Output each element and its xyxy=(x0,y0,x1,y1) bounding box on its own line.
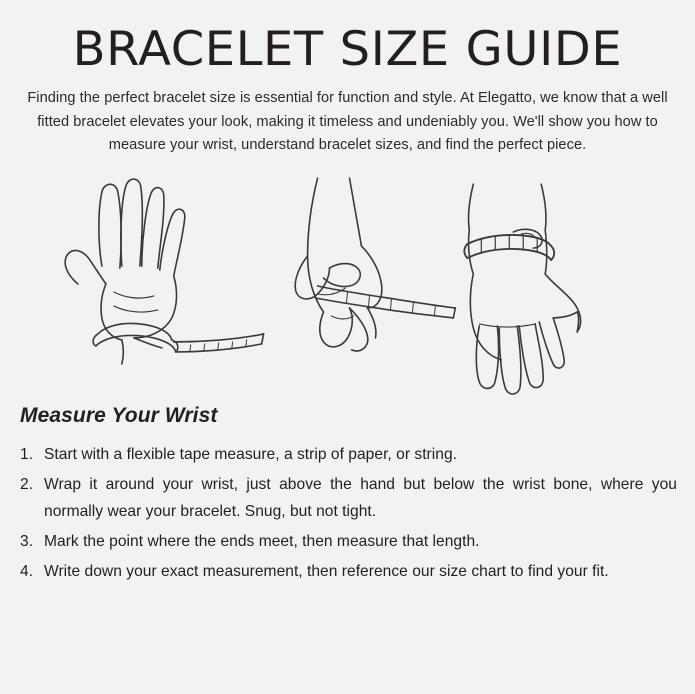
step-text: Mark the point where the ends meet, then measure that length. xyxy=(44,532,480,550)
illustration-container xyxy=(18,166,677,398)
step-text: Write down your exact measurement, then reference our size chart to find your fit. xyxy=(44,562,609,580)
step-number: 1. xyxy=(20,445,34,463)
list-item xyxy=(18,559,677,586)
list-item xyxy=(18,529,677,556)
step-text: Start with a flexible tape measure, a strip of paper, or string. xyxy=(44,445,457,463)
measure-steps-list xyxy=(18,442,677,586)
intro-paragraph: Finding the perfect bracelet size is essential for function and style. At Elegatto, we know that a well fitted bracelet elevates your look, making it timeless and undeniably you. We'll show you how to measure your wrist, understand bracelet sizes, and find the perfect piece. xyxy=(27,90,668,154)
list-item xyxy=(18,442,677,469)
pinching-hand-panel xyxy=(295,178,455,351)
bracelet-hand-panel xyxy=(464,184,580,394)
step-number: 2. xyxy=(20,475,34,493)
step-number: 3. xyxy=(20,532,34,550)
step-number: 4. xyxy=(20,562,34,580)
open-hand-panel xyxy=(65,179,263,364)
page-title: BRACELET SIZE GUIDE xyxy=(72,22,623,77)
step-text: Wrap it around your wrist, just above the hand but below the wrist bone, where you normally wear your bracelet. Snug, but not tight. xyxy=(44,475,677,520)
hand-with-tape-measure-illustration xyxy=(18,166,677,398)
list-item xyxy=(18,472,677,526)
measure-your-wrist-heading: Measure Your Wrist xyxy=(20,403,218,427)
